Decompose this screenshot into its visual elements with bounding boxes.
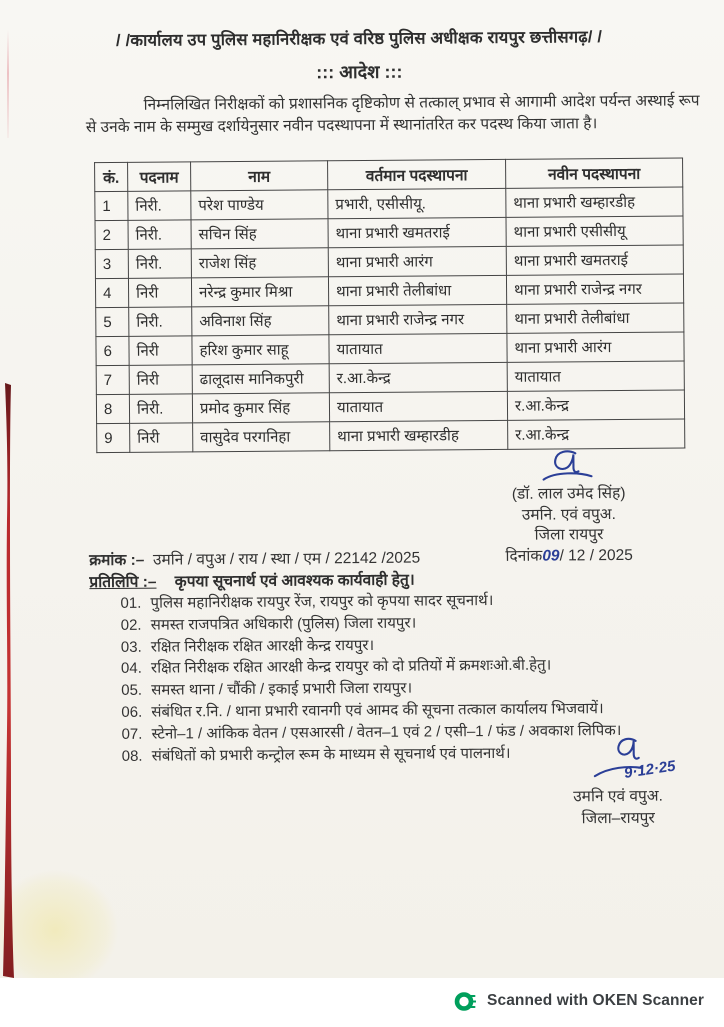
copy-item-number: 03.	[120, 638, 142, 656]
table-cell: थाना प्रभारी राजेन्द्र नगर	[506, 274, 683, 304]
table-row	[95, 187, 683, 221]
table-cell: निरी.	[128, 220, 191, 249]
table-cell: निरी.	[128, 191, 191, 220]
table-cell: यातायात	[329, 333, 507, 363]
officer-name: (डॉ. लाल उमेद सिंह)	[511, 484, 626, 503]
copy-item-text: समस्त थाना / चौंकी / इकाई प्रभारी जिला रायपुर।	[151, 679, 413, 699]
oken-scanner-logo-icon	[453, 990, 476, 1013]
order-intro-paragraph: निम्नलिखित निरीक्षकों को प्रशासनिक दृष्टिकोण से तत्काल् प्रभाव से आगामी आदेश पर्यन्त अस्थाई रूप से उनके नाम के सम्मुख दर्शायेनुसार नवीन पदस्थापना में स्थानांतरित कर पदस्थ किया जाता है।	[85, 92, 700, 136]
reference-value: उमनि / वपुअ / राय / स्था / एम / 22142 /2025	[152, 549, 421, 569]
handwritten-date-day: 09	[542, 546, 560, 565]
table-cell: थाना प्रभारी आरंग	[507, 332, 684, 362]
copy-label: प्रतिलिपि :–	[89, 573, 157, 592]
table-cell: निरी	[128, 278, 191, 307]
table-header-row	[95, 158, 683, 192]
signature-block-top	[448, 447, 689, 567]
table-cell: र.आ.केन्द्र	[508, 419, 685, 449]
table-cell: 5	[96, 307, 129, 336]
order-heading: ::: आदेश :::	[316, 61, 403, 83]
table-row	[96, 332, 684, 366]
table-cell: वासुदेव परगनिहा	[193, 422, 330, 452]
reference-label: क्रमांक :–	[89, 551, 145, 570]
table-cell: परेश पाण्डेय	[191, 190, 328, 220]
reference-number-line	[89, 546, 420, 571]
transfer-table	[94, 157, 685, 453]
copy-item-text: समस्त राजपत्रित अधिकारी (पुलिस) जिला रायपुर।	[150, 614, 417, 634]
table-cell: थाना प्रभारी तेलीबांधा	[328, 275, 506, 305]
table-cell: 2	[95, 220, 128, 249]
copy-item-text: पुलिस महानिरीक्षक रायपुर रेंज, रायपुर को कृपया सादर सूचनार्थ।	[150, 591, 494, 612]
order-date-line	[449, 545, 689, 567]
signature-block-bottom	[518, 733, 719, 831]
signature-ink-icon	[531, 448, 605, 483]
copy-item-text: रक्षित निरीक्षक रक्षित आरक्षी केन्द्र रायपुर।	[150, 636, 375, 656]
signature-ink-bottom-icon	[533, 733, 703, 790]
table-header-cell: कं.	[95, 162, 128, 191]
table-row	[96, 390, 684, 424]
copy-item-number: 06.	[121, 703, 143, 721]
table-cell: 1	[95, 191, 128, 220]
table-cell: अविनाश सिंह	[192, 306, 329, 336]
table-cell: 6	[96, 336, 129, 365]
copy-item-number: 05.	[121, 681, 143, 700]
table-cell: थाना प्रभारी खमतराई	[506, 245, 683, 275]
table-header-cell: नाम	[191, 161, 328, 191]
table-cell: निरी	[129, 336, 192, 365]
table-cell: निरी	[130, 423, 193, 452]
copy-item-number: 01.	[120, 594, 142, 612]
table-row	[95, 245, 683, 279]
table-cell: प्रमोद कुमार सिंह	[192, 393, 329, 423]
date-label: दिनांक	[505, 547, 543, 565]
officer-district-bottom: जिला–रायपुर	[581, 809, 655, 828]
table-cell: निरी.	[129, 307, 192, 336]
copy-subject: कृपया सूचनार्थ एवं आवश्यक कार्यवाही हेतु।	[174, 571, 415, 591]
table-cell: 4	[95, 278, 128, 307]
table-row	[95, 274, 683, 308]
table-row	[96, 303, 684, 337]
officer-designation-bottom: उमनि एवं वपुअ.	[573, 787, 663, 806]
table-cell: र.आ.केन्द्र	[329, 362, 507, 392]
table-cell: हरिश कुमार साहू	[192, 335, 329, 365]
table-cell: थाना प्रभारी खमतराई	[328, 217, 506, 247]
table-cell: प्रभारी, एसीसीयू.	[328, 188, 506, 218]
table-cell: निरी.	[129, 394, 192, 423]
table-cell: र.आ.केन्द्र	[507, 390, 684, 420]
copy-item-text: स्टेनो–1 / आंकिक वेतन / एसआरसी / वेतन–1 एवं 2 / एसी–1 / फंड / अवकाश लिपिक।	[151, 721, 622, 743]
copy-item-text: संबंधितों को प्रभारी कन्ट्रोल रूम के माध्यम से सूचनार्थ एवं पालनार्थ।	[151, 744, 511, 765]
table-row	[96, 361, 684, 395]
table-cell: थाना प्रभारी तेलीबांधा	[507, 303, 684, 333]
table-header-cell: वर्तमान पदस्थापना	[328, 159, 506, 189]
date-month-year: / 12 / 2025	[559, 546, 633, 564]
copy-to-heading	[89, 568, 415, 593]
table-cell: नरेन्द्र कुमार मिश्रा	[191, 277, 328, 307]
table-header-cell: पदनाम	[128, 162, 191, 191]
officer-designation: उमनि. एवं वपुअ.	[521, 505, 616, 524]
scanner-footer	[0, 978, 724, 1024]
copy-item-number: 07.	[121, 725, 143, 743]
table-cell: 9	[97, 423, 130, 452]
transfer-table-body	[95, 187, 685, 453]
office-header: / /कार्यालय उप पुलिस महानिरीक्षक एवं वरिष्ठ पुलिस अधीक्षक रायपुर छत्तीसगढ़/ /	[115, 28, 603, 50]
table-cell: थाना प्रभारी खम्हारडीह	[330, 420, 508, 450]
table-cell: सचिन सिंह	[191, 219, 328, 249]
copy-item-number: 04.	[120, 660, 142, 678]
table-cell: यातायात	[507, 361, 684, 391]
table-cell: राजेश सिंह	[191, 248, 328, 278]
table-row	[95, 216, 683, 250]
table-cell: 8	[96, 394, 129, 423]
table-cell: थाना प्रभारी एसीसीयू	[506, 216, 683, 246]
table-cell: निरी	[129, 365, 192, 394]
copy-item-number: 02.	[120, 616, 142, 634]
table-cell: ढालूदास मानिकपुरी	[192, 364, 329, 394]
copy-item-text: संबंधित र.नि. / थाना प्रभारी रवानगी एवं आमद की सूचना तत्काल कार्यालय भिजवायें।	[151, 700, 604, 721]
table-cell: थाना प्रभारी आरंग	[328, 246, 506, 276]
officer-district: जिला रायपुर	[534, 526, 604, 544]
scanner-footer-text: Scanned with OKEN Scanner	[487, 992, 704, 1009]
copy-item-number: 08.	[121, 747, 143, 765]
table-cell: 7	[96, 365, 129, 394]
copy-item-text: रक्षित निरीक्षक रक्षित आरक्षी केन्द्र रायपुर को दो प्रतियों में क्रमशःओ.बी.हेतु।	[150, 656, 552, 678]
table-cell: थाना प्रभारी राजेन्द्र नगर	[329, 304, 507, 334]
handwritten-date-bottom: 9·12·25	[622, 757, 677, 782]
table-cell: 3	[95, 249, 128, 278]
table-cell: थाना प्रभारी खम्हारडीह	[506, 187, 683, 217]
table-cell: निरी.	[128, 249, 191, 278]
table-cell: यातायात	[329, 391, 507, 421]
table-header-cell: नवीन पदस्थापना	[506, 158, 683, 188]
